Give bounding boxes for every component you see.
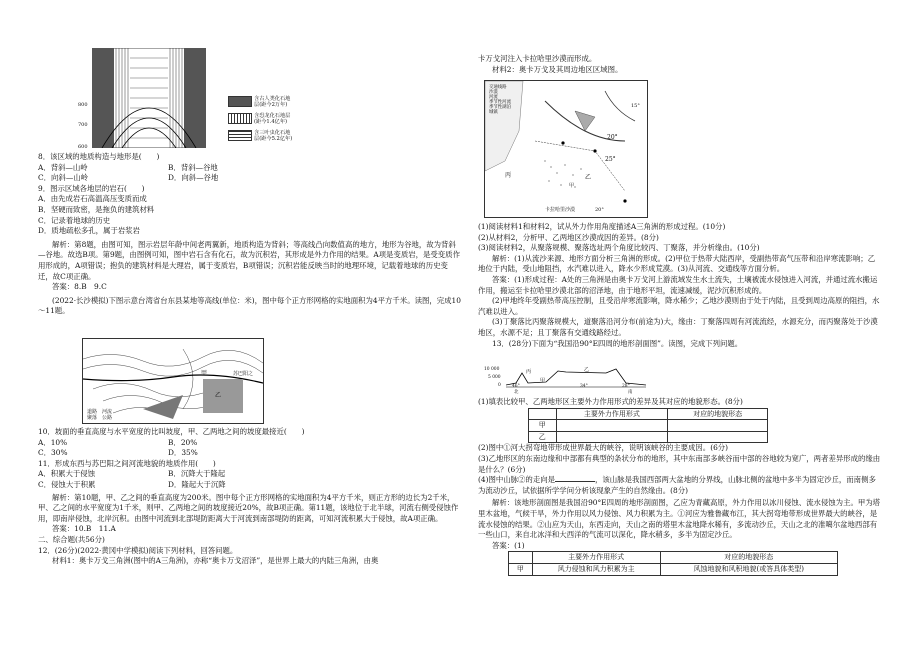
y-tick: 700 [78,122,88,128]
legend-label: 含三叶虫化石地 [254,130,291,136]
table-row [509,563,838,575]
legend-label: 季节性河流 [489,100,511,105]
legend-label: 层(距今2万年) [254,102,288,108]
table-cell [668,420,768,432]
table-cell: 对应的地貌形态 [668,408,768,420]
material-2: 材料2：奥卡万戈及其周边地区区域图。 [492,64,623,74]
map-label: 乙 [585,174,592,181]
analysis-12: 解析：(1)从流沙来源、地形方面分析三角洲的形成。(2)甲位于热带大陆西岸，受副热带高气压带和沿岸寒流影响；乙地位于内陆，受山地阻挡，水汽难以进入，降水少形成荒漠。(3)从河流、交通线等方面分析。 [478,253,876,274]
table-cell [509,552,533,564]
legend-label: 城镇 [489,110,498,115]
legend-label: 聚落 [87,415,98,421]
map-label: 丙 [505,172,512,179]
strata-figure [78,48,298,148]
intro-10-11: (2022·长沙模拟)下图示意台湾省台东县某地等高线(单位：米)，图中每个正方形网格的实地面积为4平方千米。读图，完成10～11题。 [38,295,461,316]
question-13-2: (2)图中①河大拐弯地带形成世界最大的峡谷，说明该峡谷的主要成因。(6分) [478,443,729,453]
map-label: 20° [595,207,604,213]
table-cell [556,420,668,432]
map-label: 20° [607,134,618,141]
analysis-10-11: 解析：第10题，甲、乙之间的垂直高度为200米。图中每个正方形网格的实地面积为4平方千米，则正方形的边长为2千米，甲、乙之间的水平宽度为1千米，则甲、乙两地之间的坡度接近20%，故B项正确。第11题，该地位于北半球，河流右侧受侵蚀作用，即南岸侵蚀，北岸沉积。由图中河流到北部堤防距离大于河流到南部堤防的距离，可知河流积累大于侵蚀，故A项正确。 [38,492,459,523]
legend-label: 含恐龙化石地层 [254,113,291,119]
material-1: 材料1：奥卡万戈三角洲(图中的A三角洲)，亦称“奥卡万戈沼泽”，是世界上最大的内陆三角洲，由奥 [52,556,379,566]
table-cell: 主要外力作用形式 [556,408,668,420]
question-13-3: (3)乙地形区的东南边缘和中部都有典型的条状分布的地形，其中东南部多峡谷而中部的谷地较为宽广，两者差异形成的缘由是什么？(6分) [478,453,881,474]
option: B．20% [168,437,198,447]
question-8: 8．该区域的地质构造与地形是( ) [38,152,160,161]
question-12-3: (3)阅读材料2，从聚落规模、聚落选址两个角度比较丙、丁聚落，并分析缘由。(10分) [478,243,760,253]
question-12: 12．(26分)(2022·黄冈中学模拟)阅读下列材料，回答问题。 [38,545,238,555]
okavango-map [484,80,648,218]
question-9: 9．图示区域各地层的岩石( ) [38,183,145,193]
left-column [38,0,462,651]
legend-label: 含古人类化石地 [254,96,291,102]
option: B．沉降大于隆起 [168,469,226,479]
table-row [529,431,768,443]
table-cell: 甲 [509,563,533,575]
option: C．侵蚀大于积累 [38,479,96,489]
profile-label: 28° [622,384,630,389]
map-label: 卡拉哈里沙漠 [545,207,576,213]
profile-label: 34° [580,384,588,389]
material-1-continued: 卡万戈河注入卡拉哈里沙漠而形成。 [478,54,597,63]
table-cell: 甲 [529,420,557,432]
option: A．由先成岩石高温高压变质而成 [38,194,147,204]
answer-13: 答案：(1) [492,540,525,550]
question-13-4-start: (4)图中山脉②的走向是 [478,475,555,485]
table-cell: 乙 [529,431,557,443]
legend-label: 沙漠 [489,90,498,95]
answer-12-1: 答案：(1)形成过程：A处的三角洲是由奥卡万戈河上游流域发生水土流失，土壤被流水侵蚀进入河流，并通过流水搬运作用，搬运至卡拉哈里沙漠北部的沼泽地，由于地形平坦，流速减缓，泥沙沉积形成的。 [478,274,878,295]
profile-label: 南 [628,390,633,395]
option: A．积累大于侵蚀 [38,469,96,479]
option: B．坚硬而致密，是拖负的建筑材料 [38,204,155,214]
option: D．向斜—谷地 [168,173,219,183]
strata-legend [228,96,308,148]
y-tick: 10 000 [484,367,500,372]
answer-8-9: 答案：8.B 9.C [52,282,107,292]
table-cell: 主要外力作用形式 [532,552,660,564]
map-legend [87,409,112,421]
profile-label: 乙 [584,367,590,373]
legend-label: 交通线路 [489,85,507,90]
profile-label: 北 [514,390,519,395]
profile-label: 46° [512,384,520,389]
legend-label: 道路 [87,409,98,415]
y-tick: 800 [78,102,88,108]
question-13: 13．(28分)下面为“我国沿90°E四周的地形剖面图”。读图，完成下列问题。 [492,338,743,348]
table-row [529,420,768,432]
y-tick: 0 [498,383,501,388]
strata-cross-section [92,48,206,148]
analysis-8-9: 解析：第8题，由图可知，图示岩层年龄中间老两翼新，地质构造为背斜；等高线凸向数值高的地方，地形为谷地，故为背斜—谷地。故选B项。第9题，由图例可知，图中岩石含有化石，故为沉积岩，其形成是外力作用的结果。A项是变质岩，是受变质作用形成的，A项错误；抱负的建筑材料是大理岩，属于变质岩，B项错误；沉积岩能反映当时的地理环境，记载着地球的历史变迁，故C项正确。 [38,239,460,281]
option: A．10% [38,437,68,447]
analysis-13: 解析：该地形剖面图是我国沿90°E四周的地形剖面图，乙应为青藏高原，外力作用以冰川侵蚀、流水侵蚀为主。甲为塔里木盆地，气候干旱，外力作用以风力侵蚀、风力积累为主。①河应为雅鲁藏布江，其大拐弯地带形成世界最大的峡谷，是流水侵蚀的结果。②山应为天山，东西走向，天山之南的塔里木盆地降水稀有，多流动沙丘，天山之北的准噶尔盆地西部有一些山口，来自北冰洋和大西洋的气流可以深化，降水稍多，多半为固定沙丘。 [478,498,881,540]
question-12-1: (1)阅读材料1和材料2，试从外力作用角度描述A三角洲的形成过程。(10分) [478,222,726,231]
map-label: 15° [631,103,640,109]
table-cell: 风蚀地貌和风积地貌(或答具体类型) [660,563,837,575]
okavango-legend [489,85,523,115]
map-label: 25° [605,156,616,163]
option: C．30% [38,448,68,458]
answer-12-3: (3)丁聚落比丙聚落规模大，道聚落沿河分布(前途为)大，缘由：丁聚落四周有河流流经，水源充分，而丙聚落处于沙漠地区，水源不足；且丁聚落有交通线路经过。 [478,317,878,337]
terrain-profile [484,365,648,395]
option: D．35% [168,448,198,458]
map-label: 甲 [569,183,575,189]
right-column [478,0,882,651]
legend-label: 层(距今5.2亿年) [254,136,293,142]
answer-12-2: (2)甲地终年受副热带高压控制，且受沿岸寒流影响，降水稀少；乙地沙漠则由于处于内陆，且受到周边高原的阻挡，水汽难以进入。 [478,296,880,316]
legend-label: 季节性湖泊 [489,105,511,110]
question-13-4-end: ，该山脉是我国西部两大盆地的分界线，山脉北侧的盆地中多半为固定沙丘，而南侧多为流动沙丘，试依据所学学问分析该现象产生的自然缘由。(8分) [478,475,876,495]
legend-label: 河流 [102,409,113,415]
y-tick: 600 [78,144,88,150]
option: D．隆起大于沉降 [168,479,226,489]
table-cell [529,408,557,420]
question-12-2: (2)从材料2，分析甲、乙两地区沙漠成因的差异。(8分) [478,232,659,242]
table-row [509,552,838,564]
option: A．背斜—山岭 [38,162,88,172]
profile-label: 丙 [526,369,532,375]
option: C．向斜—山岭 [38,173,88,183]
legend-label: 河流 [489,95,498,100]
question-10: 10．坡面的垂直高度与水平宽度的比叫坡度，甲、乙两地之间的坡度最接近( ) [38,427,305,436]
contour-map [82,338,264,424]
option: B．背斜—谷地 [168,162,218,172]
answer-blank [555,481,595,482]
table-cell [668,431,768,443]
answer-10-11: 答案：10.B 11.A [52,524,116,534]
map-label-yi: 乙 [215,392,222,399]
answer-table [508,551,838,575]
table-row [529,408,768,420]
legend-label: 公路 [102,415,113,421]
option: C．记录着地球的历史 [38,215,111,225]
question-13-4 [478,475,882,496]
map-label-place: 苏巴阳之 [233,371,254,377]
blank-table [528,408,768,444]
table-cell: 对应的地貌形态 [660,552,837,564]
question-11: 11．形成东西与苏巴阳之间河流地貌的地质作用( ) [38,458,216,468]
table-cell [556,431,668,443]
y-tick: 5 000 [488,375,501,380]
profile-label: 甲 [540,378,546,384]
legend-label: (距今1.4亿年) [254,119,288,125]
map-label-jia: 甲 [201,370,208,377]
question-13-1: (1)填表比较甲、乙两地形区主要外力作用形式的差异及其对应的地貌形态。(8分) [478,397,743,406]
option: D．质地疏松多孔，属于岩浆岩 [38,226,141,236]
section-2-heading: 二、综合题(共56分) [38,534,105,544]
table-cell: 风力侵蚀和风力积累为主 [532,563,660,575]
